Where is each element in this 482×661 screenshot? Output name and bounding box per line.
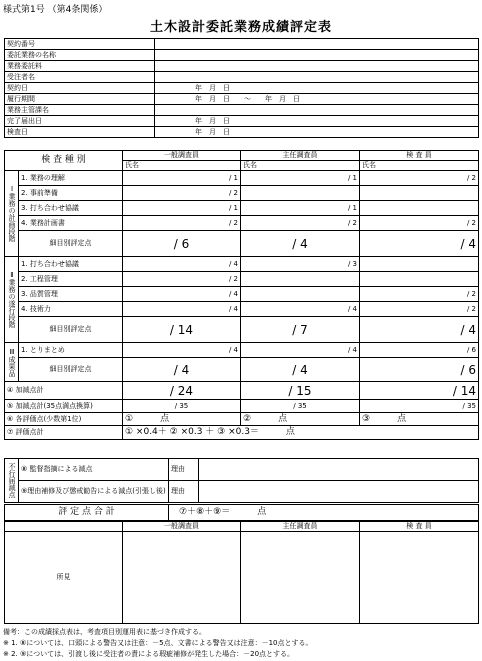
total-label: ⑤ 加減点計(35点満点換算) bbox=[5, 400, 123, 413]
subtotal-value: 14 bbox=[177, 322, 194, 337]
header-info-table bbox=[4, 38, 479, 138]
date-value bbox=[155, 105, 479, 116]
total-value: 24 bbox=[177, 383, 194, 398]
header-row bbox=[5, 50, 479, 61]
score-2-cell: ② 点 bbox=[241, 413, 360, 426]
subtotal-label: 細目別評定点 bbox=[19, 358, 123, 382]
eval-formula: ① ×0.4＋ ② ×0.3 ＋ ③ ×0.3＝ 点 bbox=[123, 426, 479, 440]
deduct-2-value bbox=[199, 481, 479, 503]
date-value: 年 月 日 bbox=[155, 83, 479, 94]
score-cell: / 6 bbox=[360, 343, 479, 358]
header-value bbox=[155, 72, 479, 83]
total-value: 15 bbox=[296, 383, 312, 398]
score-3-cell: ③ 点 bbox=[360, 413, 479, 426]
total-cell: / 35 bbox=[241, 400, 360, 413]
item-label: 2. 事前準備 bbox=[19, 186, 123, 201]
section-3-label: Ⅲ成果品 bbox=[5, 343, 19, 382]
score-cell: / 2 bbox=[360, 216, 479, 231]
score-1-cell: ① 点 bbox=[123, 413, 241, 426]
subtotal-value: 4 bbox=[300, 362, 308, 377]
item-label: 3. 打ち合わせ協議 bbox=[19, 201, 123, 216]
total-cell: / 14 bbox=[360, 382, 479, 400]
header-label: 受注者名 bbox=[5, 72, 155, 83]
page-title: 土木設計委託業務成績評定表 bbox=[149, 20, 332, 35]
total-label: ④ 加減点計 bbox=[5, 382, 123, 400]
date-label: 履行期間 bbox=[5, 94, 155, 105]
header-value bbox=[155, 39, 479, 50]
inspect-kind-header: 検 査 種 別 bbox=[5, 151, 123, 171]
form-number: 様式第1号 （第4条関係） bbox=[3, 5, 108, 15]
total-value: 14 bbox=[460, 383, 476, 398]
score-cell: / 2 bbox=[360, 171, 479, 186]
subtotal-label: 細目別評定点 bbox=[19, 317, 123, 343]
opinion-label: 所見 bbox=[5, 532, 123, 624]
subtotal-value: 4 bbox=[468, 236, 476, 251]
name-cell: 氏名 bbox=[360, 161, 479, 171]
deduct-1-label: ⑧ 監督指摘による減点 bbox=[19, 459, 169, 481]
note-2: ※ 1. ⑧については、口頭による警告又は注意：－5点、文書による警告又は注意：－10点とする。 bbox=[3, 639, 313, 647]
score-cell: / 2 bbox=[241, 216, 360, 231]
header-value bbox=[155, 61, 479, 72]
header-row bbox=[5, 72, 479, 83]
total-cell: / 35 bbox=[360, 400, 479, 413]
subtotal-cell: / 4 bbox=[360, 231, 479, 257]
subtotal-value: 7 bbox=[300, 322, 308, 337]
item-label: 4. 業務計画書 bbox=[19, 216, 123, 231]
score-cell: / 2 bbox=[123, 186, 241, 201]
subtotal-value: 4 bbox=[468, 322, 476, 337]
score-cell: / 2 bbox=[123, 272, 241, 287]
subtotal-cell: / 6 bbox=[360, 358, 479, 382]
opinion-cell bbox=[360, 532, 479, 624]
opinion-col: 一般調査員 bbox=[123, 522, 241, 532]
date-row bbox=[5, 105, 479, 116]
score-cell bbox=[360, 201, 479, 216]
opinion-table bbox=[4, 521, 479, 624]
score-cell bbox=[360, 257, 479, 272]
subtotal-cell: / 4 bbox=[123, 358, 241, 382]
subtotal-cell: / 4 bbox=[360, 317, 479, 343]
score-cell: / 4 bbox=[241, 343, 360, 358]
eval-row-label: ⑦ 評価点計 bbox=[5, 426, 123, 440]
score-cell bbox=[241, 186, 360, 201]
subtotal-value: 4 bbox=[181, 362, 190, 377]
subtotal-cell: / 6 bbox=[123, 231, 241, 257]
header-value bbox=[155, 50, 479, 61]
subtotal-cell: / 7 bbox=[241, 317, 360, 343]
score-row-label: ⑥ 各評価点(少数第1位) bbox=[5, 413, 123, 426]
section-2-label: Ⅱ業務の遂行段階 bbox=[5, 257, 19, 343]
score-cell: / 3 bbox=[241, 257, 360, 272]
date-value: 年 月 日 bbox=[155, 116, 479, 127]
note-1: 備考：この成績採点表は、考査項目別運用表に基づき作成する。 bbox=[3, 628, 206, 636]
col-chief-inspector: 主任調査員 bbox=[241, 151, 360, 161]
header-label: 契約番号 bbox=[5, 39, 155, 50]
final-formula: ⑦＋⑧＋⑨＝ 点 bbox=[169, 505, 479, 521]
final-table bbox=[4, 504, 479, 521]
col-general-inspector: 一般調査員 bbox=[123, 151, 241, 161]
date-value: 年 月 日 bbox=[155, 127, 479, 138]
deduct-2-reason: 理由 bbox=[169, 481, 199, 503]
item-label: 1. とりまとめ bbox=[19, 343, 123, 358]
subtotal-value: 6 bbox=[468, 362, 476, 377]
score-cell: / 1 bbox=[123, 171, 241, 186]
item-label: 3. 品質管理 bbox=[19, 287, 123, 302]
inspection-table bbox=[4, 150, 479, 440]
date-row bbox=[5, 127, 479, 138]
header-row bbox=[5, 39, 479, 50]
subtotal-label: 細目別評定点 bbox=[19, 231, 123, 257]
item-label: 1. 業務の理解 bbox=[19, 171, 123, 186]
date-row bbox=[5, 116, 479, 127]
score-cell: / 1 bbox=[123, 201, 241, 216]
score-cell bbox=[360, 186, 479, 201]
score-cell: / 4 bbox=[123, 343, 241, 358]
col-inspector: 検 査 員 bbox=[360, 151, 479, 161]
date-label: 完了届出日 bbox=[5, 116, 155, 127]
deduct-section-label: 不行届減点 bbox=[5, 459, 19, 503]
subtotal-cell: / 14 bbox=[123, 317, 241, 343]
opinion-corner bbox=[5, 522, 123, 532]
score-cell bbox=[241, 287, 360, 302]
deduct-2-label: ⑨理由補修及び懲戒勧告による減点(引張し後) bbox=[19, 481, 169, 503]
opinion-cell bbox=[241, 532, 360, 624]
name-cell: 氏名 bbox=[123, 161, 241, 171]
total-cell: / 15 bbox=[241, 382, 360, 400]
subtotal-value: 6 bbox=[181, 236, 190, 251]
subtotal-value: 4 bbox=[300, 236, 308, 251]
score-cell: / 4 bbox=[241, 302, 360, 317]
date-row bbox=[5, 83, 479, 94]
date-row bbox=[5, 94, 479, 105]
score-cell: / 1 bbox=[241, 201, 360, 216]
total-cell: / 35 bbox=[123, 400, 241, 413]
score-cell: / 4 bbox=[123, 302, 241, 317]
score-cell: / 2 bbox=[360, 302, 479, 317]
final-label: 評 定 点 合 計 bbox=[5, 505, 169, 521]
score-cell: / 2 bbox=[123, 216, 241, 231]
header-label: 業務委託料 bbox=[5, 61, 155, 72]
score-cell: / 2 bbox=[360, 287, 479, 302]
item-label: 2. 工程管理 bbox=[19, 272, 123, 287]
opinion-cell bbox=[123, 532, 241, 624]
opinion-col: 主任調査員 bbox=[241, 522, 360, 532]
score-cell: / 1 bbox=[241, 171, 360, 186]
subtotal-cell: / 4 bbox=[241, 358, 360, 382]
subtotal-cell: / 4 bbox=[241, 231, 360, 257]
total-cell: / 24 bbox=[123, 382, 241, 400]
date-label: 検査日 bbox=[5, 127, 155, 138]
item-label: 1. 打ち合わせ協議 bbox=[19, 257, 123, 272]
name-cell: 氏名 bbox=[241, 161, 360, 171]
score-cell bbox=[360, 272, 479, 287]
date-label: 業務主管課名 bbox=[5, 105, 155, 116]
section-1-label: Ⅰ業務の計画段階 bbox=[5, 171, 19, 257]
score-cell: / 4 bbox=[123, 257, 241, 272]
deduct-1-reason: 理由 bbox=[169, 459, 199, 481]
header-label: 委託業務の名称 bbox=[5, 50, 155, 61]
score-cell: / 4 bbox=[123, 287, 241, 302]
header-row bbox=[5, 61, 479, 72]
score-cell bbox=[241, 272, 360, 287]
date-label: 契約日 bbox=[5, 83, 155, 94]
item-label: 4. 技術力 bbox=[19, 302, 123, 317]
note-3: ※ 2. ⑨については、引渡し後に受注者の責による瑕疵補修が発生した場合：－20点とする。 bbox=[3, 650, 295, 658]
opinion-col: 検 査 員 bbox=[360, 522, 479, 532]
deduction-table bbox=[4, 458, 479, 503]
deduct-1-value bbox=[199, 459, 479, 481]
date-value: 年 月 日 ～ 年 月 日 bbox=[155, 94, 479, 105]
